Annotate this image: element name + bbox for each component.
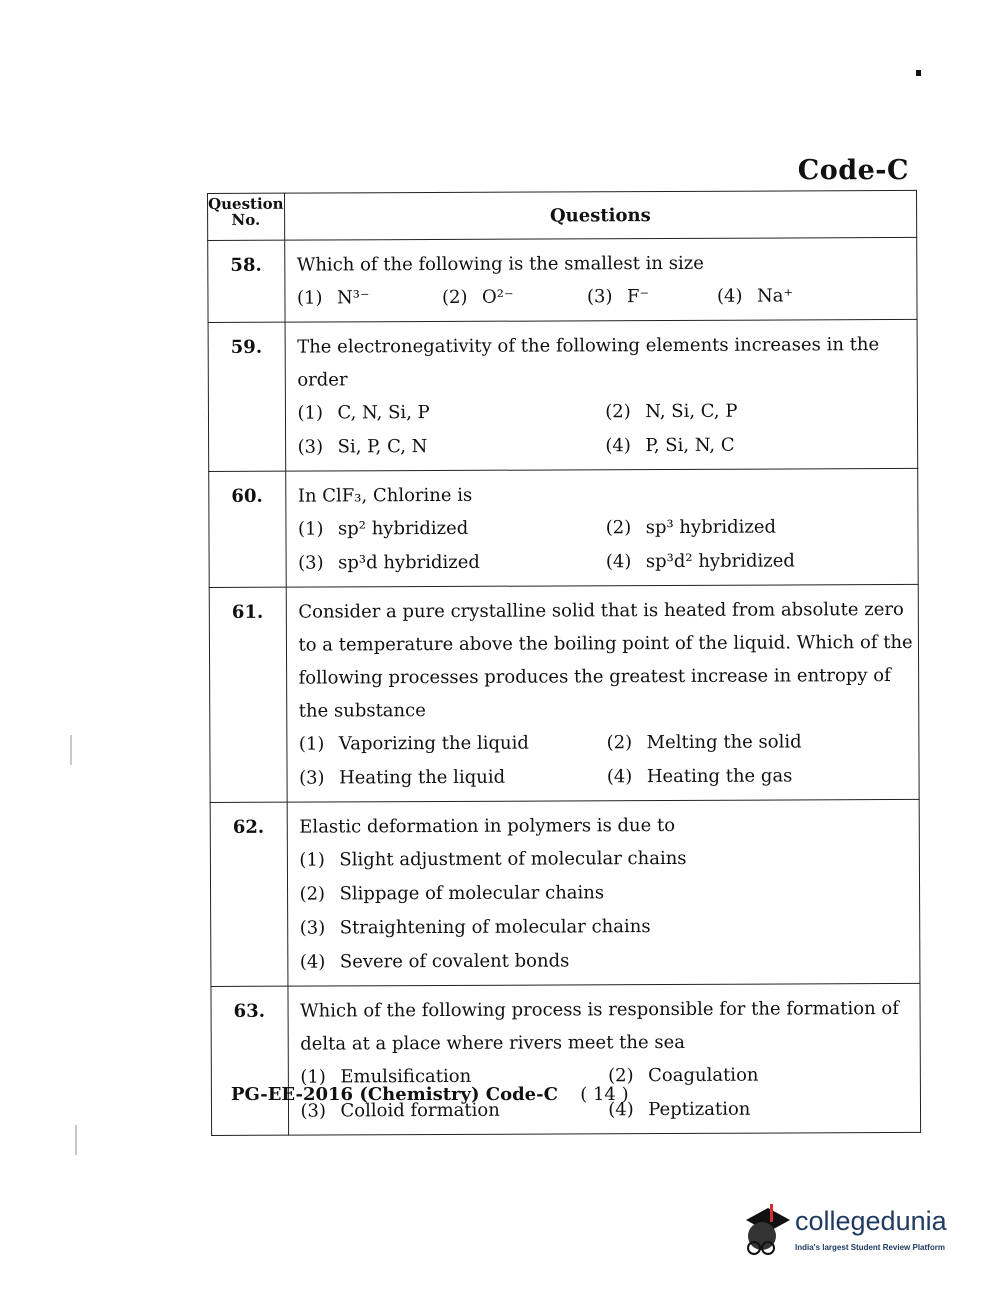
option-number: (1) — [296, 287, 323, 309]
option-text: O²⁻ — [481, 286, 514, 308]
question-text: Elastic deformation in polymers is due to — [299, 814, 676, 838]
option-number: (3) — [299, 767, 325, 789]
question-list — [208, 237, 921, 1135]
scan-artifact-line — [75, 1125, 77, 1155]
option-text: F⁻ — [626, 286, 650, 308]
answer-option — [298, 429, 606, 464]
option-number: (4) — [605, 435, 631, 457]
question-body — [285, 468, 918, 587]
question-text: In ClF₃, Chlorine is — [297, 484, 473, 507]
question-body — [284, 237, 917, 322]
option-number: (3) — [298, 552, 324, 574]
column-header-questions: Questions — [284, 190, 917, 240]
option-text: Coagulation — [648, 1064, 759, 1087]
option-text: P, Si, N, C — [645, 434, 735, 457]
option-text: Straightening of molecular chains — [339, 916, 651, 939]
option-list — [297, 279, 913, 316]
answer-option — [299, 726, 607, 761]
question-row — [209, 584, 919, 802]
option-text: C, N, Si, P — [337, 402, 430, 424]
option-text: Si, P, C, N — [337, 436, 428, 458]
answer-option — [297, 281, 442, 316]
option-number: (2) — [605, 517, 632, 539]
question-text: Consider a pure crystalline solid that is heated from absolute zero to a temperature above the boiling point of the liquid. Which of the following processes produces the greatest increase in entropy of the substance — [298, 598, 913, 722]
option-text: Vaporizing the liquid — [338, 732, 529, 755]
exam-code: PG-EE-2016 (Chemistry) Code-C — [231, 1084, 558, 1105]
column-header-question-no: Question No. — [208, 193, 285, 240]
question-row — [211, 983, 921, 1135]
answer-option — [298, 511, 606, 546]
answer-option — [606, 544, 914, 579]
answer-option — [607, 725, 915, 760]
option-number: (4) — [716, 285, 743, 307]
question-row — [209, 468, 918, 587]
answer-option — [587, 280, 717, 315]
answer-option — [300, 909, 916, 946]
option-number: (1) — [297, 518, 324, 540]
option-number: (1) — [300, 1066, 326, 1088]
answer-option — [606, 510, 914, 545]
question-text: The electronegativity of the following elements increases in the order — [297, 334, 880, 391]
answer-option — [605, 394, 913, 429]
option-number: (1) — [297, 402, 324, 424]
question-row — [210, 799, 920, 986]
option-text: Colloid formation — [340, 1099, 500, 1122]
option-text: Melting the solid — [646, 731, 802, 754]
page-number: ( 14 ) — [580, 1084, 629, 1105]
option-number: (1) — [298, 733, 325, 755]
option-number: (2) — [606, 732, 633, 754]
option-text: N, Si, C, P — [645, 400, 738, 423]
answer-option — [607, 759, 915, 794]
answer-option — [605, 428, 913, 463]
option-text: sp³d² hybridized — [645, 550, 795, 573]
question-number: 63. — [211, 986, 288, 1135]
answer-option — [297, 395, 605, 430]
question-number: 60. — [209, 471, 286, 587]
answer-option — [299, 760, 607, 795]
option-text: Na⁺ — [756, 285, 793, 307]
answer-option — [608, 1092, 916, 1127]
answer-option — [299, 875, 915, 912]
brand-name: collegedunia — [795, 1206, 947, 1236]
option-number: (2) — [441, 286, 468, 308]
brand-tagline: India's largest Student Review Platform — [795, 1243, 945, 1252]
option-text: sp² hybridized — [337, 517, 469, 540]
question-number: 59. — [208, 322, 285, 471]
option-number: (3) — [300, 1100, 327, 1122]
answer-option — [298, 545, 606, 580]
question-text: Which of the following is the smallest in size — [296, 252, 704, 276]
option-text: Peptization — [648, 1098, 751, 1121]
question-number: 62. — [210, 802, 287, 986]
question-number: 61. — [209, 587, 286, 802]
option-list — [299, 725, 915, 796]
option-text: sp³ hybridized — [645, 516, 777, 539]
collegedunia-watermark — [738, 1198, 960, 1258]
mascot-icon — [738, 1198, 794, 1258]
option-list — [298, 510, 914, 581]
answer-option — [442, 280, 587, 315]
answer-option — [300, 943, 916, 980]
option-text: Emulsification — [340, 1065, 472, 1088]
question-body — [287, 799, 920, 986]
option-number: (2) — [299, 883, 326, 905]
question-table — [207, 190, 921, 1136]
option-number: (2) — [605, 401, 631, 423]
paper-code: Code-C — [797, 155, 909, 186]
option-text: Heating the gas — [646, 765, 793, 788]
answer-option — [608, 1058, 916, 1093]
option-text: N³⁻ — [336, 287, 370, 309]
option-text: Severe of covalent bonds — [339, 950, 570, 973]
option-number: (4) — [608, 1099, 634, 1121]
corner-mark — [916, 70, 921, 76]
question-body — [286, 584, 919, 802]
page-footer — [231, 1084, 629, 1105]
option-list — [299, 841, 915, 980]
option-number: (2) — [608, 1065, 634, 1087]
question-body — [287, 983, 920, 1135]
question-row — [208, 319, 918, 471]
option-number: (1) — [299, 849, 325, 871]
option-number: (3) — [299, 917, 326, 939]
question-text: Which of the following process is responsible for the formation of delta at a place where rivers meet the sea — [300, 997, 899, 1055]
answer-option — [717, 279, 913, 314]
option-number: (4) — [605, 551, 632, 573]
option-list — [297, 394, 913, 465]
question-row — [208, 237, 917, 322]
answer-option — [299, 841, 915, 878]
option-number: (4) — [606, 766, 633, 788]
option-text: Slight adjustment of molecular chains — [339, 847, 687, 871]
option-text: sp³d hybridized — [338, 551, 480, 574]
option-text: Slippage of molecular chains — [339, 882, 605, 905]
option-number: (3) — [297, 436, 324, 458]
question-body — [285, 319, 918, 471]
option-text: Heating the liquid — [339, 766, 506, 789]
scan-artifact-line — [70, 735, 72, 765]
option-number: (3) — [586, 286, 613, 308]
question-number: 58. — [208, 240, 285, 322]
option-number: (4) — [299, 951, 326, 973]
